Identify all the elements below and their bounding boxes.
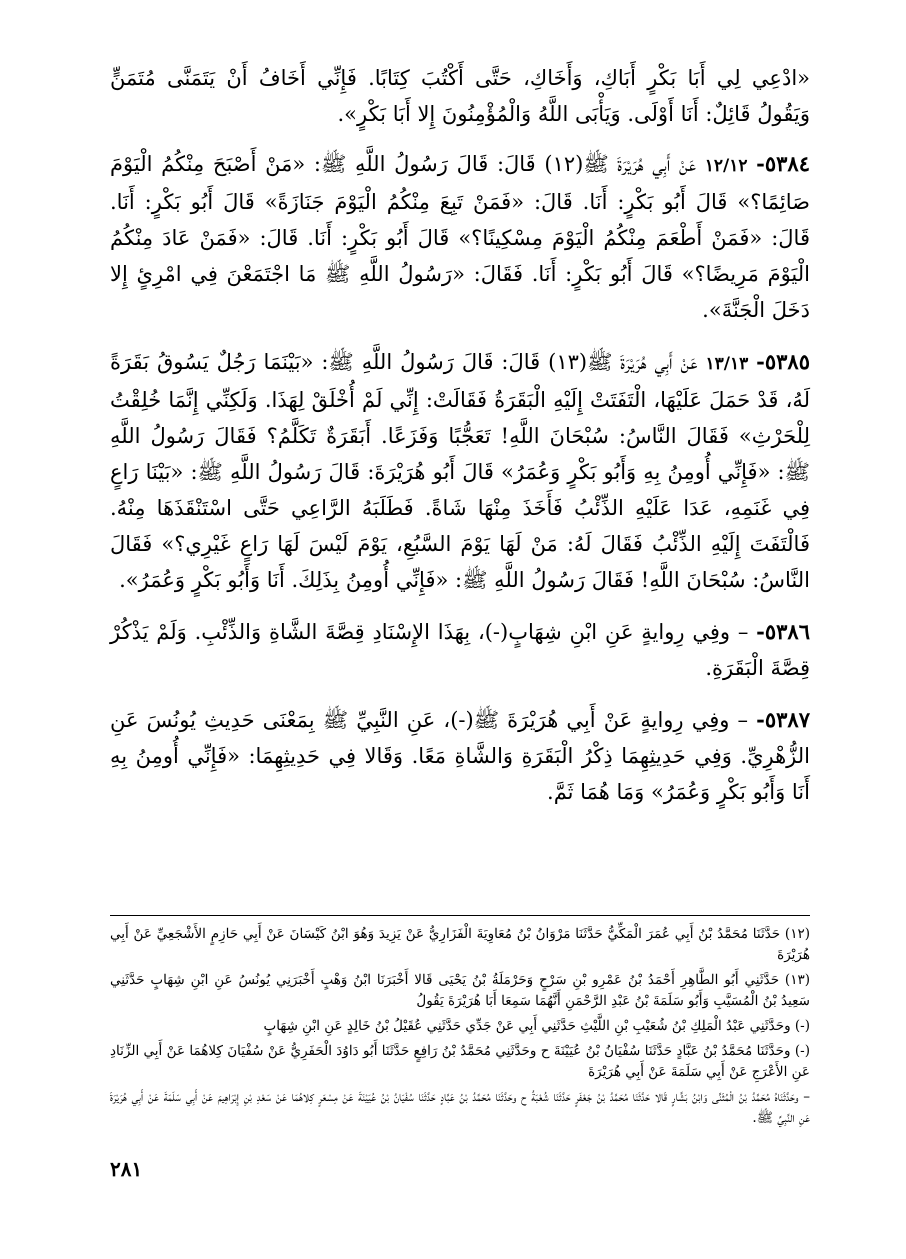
paragraph-text: عَنْ أَبِي هُرَيْرَةَ ﷺ(١٢) قَالَ: قَالَ رَسُولُ اللَّهِ ﷺ: «مَنْ أَصْبَحَ مِنْكُمُ الْيَوْمَ صَائِمًا؟» قَالَ أَبُو بَكْرٍ: أَنَا. قَالَ: «فَمَنْ تَبِعَ مِنْكُمُ الْيَوْمَ جَنَازَةً» قَالَ أَبُو بَكْرٍ: أَنَا. قَالَ: «فَمَنْ أَطْعَمَ مِنْكُمُ الْيَوْمَ مِسْكِينًا؟» قَالَ أَبُو بَكْرٍ: أَنَا. قَالَ: «فَمَنْ عَادَ مِنْكُمُ الْيَوْمَ مَرِيضًا؟» قَالَ أَبُو بَكْرٍ: أَنَا. فَقَالَ: «رَسُولُ اللَّهِ ﷺ مَا اجْتَمَعْنَ فِي امْرِئٍ إِلا دَخَلَ الْجَنَّةَ». [110,152,810,322]
paragraph-text: عَنْ أَبِي هُرَيْرَةَ ﷺ(١٣) قَالَ: قَالَ رَسُولُ اللَّهِ ﷺ: «بَيْنَمَا رَجُلٌ يَسُوقُ بَقَرَةً لَهُ، قَدْ حَمَلَ عَلَيْهَا، الْتَفَتَتْ إِلَيْهِ الْبَقَرَةُ فَقَالَتْ: إِنِّي لَمْ أُخْلَقْ لِهَذَا. وَلَكِنِّي إِنَّمَا خُلِقْتُ لِلْحَرْثِ» فَقَالَ النَّاسُ: سُبْحَانَ اللَّهِ! تَعَجُّبًا وَفَزَعًا. أَبَقَرَةٌ تَكَلَّمُ؟ فَقَالَ رَسُولُ اللَّهِ ﷺ: «فَإِنِّي أُومِنُ بِهِ وَأَبُو بَكْرٍ وَعُمَرُ» قَالَ أَبُو هُرَيْرَةَ: قَالَ رَسُولُ اللَّهِ ﷺ: «بَيْنَا رَاعٍ فِي غَنَمِهِ، عَدَا عَلَيْهِ الذِّئْبُ فَأَخَذَ مِنْهَا شَاةً. فَطَلَبَهُ الرَّاعِي حَتَّى اسْتَنْقَذَهَا مِنْهُ. فَالْتَفَتَ إِلَيْهِ الذِّئْبُ فَقَالَ لَهُ: مَنْ لَهَا يَوْمَ السَّبُعِ، يَوْمَ لَيْسَ لَهَا رَاعٍ غَيْرِي؟» فَقَالَ النَّاسُ: سُبْحَانَ اللَّهِ! فَقَالَ رَسُولُ اللَّهِ ﷺ: «فَإِنِّي أُومِنُ بِذَلِكَ. أَنَا وَأَبُو بَكْرٍ وَعُمَرُ». [110,350,810,592]
paragraph-text: – وفِي رِوايةٍ عَنْ أَبِي هُرَيْرَةَ ﷺ(-)، عَنِ النَّبِيِّ ﷺ بِمَعْنَى حَدِيثِ يُونُسَ عَنِ الزُّهْرِيِّ. وَفِي حَدِيثِهِمَا ذِكْرُ الْبَقَرَةِ وَالشَّاةِ مَعًا. وَقَالا فِي حَدِيثِهِمَا: «فَإِنِّي أُومِنُ بِهِ أَنَا وَأَبُو بَكْرٍ وَعُمَرُ» وَمَا هُمَا ثَمَّ. [110,708,810,804]
footnote-divider [110,915,810,916]
hadith-5385 [110,344,810,598]
paragraph-text: «ادْعِي لِي أَبَا بَكْرٍ أَبَاكِ، وَأَخَاكِ، حَتَّى أَكْتُبَ كِتَابًا. فَإِنِّي أَخَافُ أَنْ يَتَمَنَّى مُتَمَنٍّ وَيَقُولُ قَائِلٌ: أَنَا أَوْلَى. وَيَأْبَى اللَّهُ وَالْمُؤْمِنُونَ إِلا أَبَا بَكْرٍ». [110,66,810,126]
footnote-12: (١٢) حَدَّثَنَا مُحَمَّدُ بْنُ أَبِي عُمَرَ الْمَكِّيُّ حَدَّثَنَا مَرْوَانُ بْنُ مُعَاوِيَةَ الْفَزَارِيُّ عَنْ يَزِيدَ وَهُوَ ابْنُ كَيْسَانَ عَنْ أَبِي حَازِمٍ الأَشْجَعِيِّ عَنْ أَبِي هُرَيْرَةَ [110,926,810,963]
page-number: ٢٨١ [110,1157,143,1181]
hadith-text [110,60,810,810]
footnote-5387a: (-) وحَدَّثَنَا مُحَمَّدُ بْنُ عَبَّادٍ حَدَّثَنَا سُفْيَانُ بْنُ عُيَيْنَةَ ح وحَدَّثَنِي مُحَمَّدُ بْنُ رَافِعٍ حَدَّثَنَا أَبُو دَاوُدَ الْحَفَرِيُّ عَنْ سُفْيَانَ كِلاهُمَا عَنْ أَبِي الزِّنَادِ عَنِ الأَعْرَجِ عَنْ أَبِي سَلَمَةَ عَنْ أَبِي هُرَيْرَةَ [110,1043,810,1080]
hadith-5387 [110,702,810,810]
hadith-5384 [110,146,810,328]
hadith-number: ٥٣٨٥- [756,349,810,374]
page-body [110,60,810,826]
hadith-fraction: ١٣/١٣ [705,354,749,374]
footnotes [110,924,810,1133]
hadith-number: ٥٣٨٤- [756,151,810,176]
footnote-5386: (-) وحَدَّثَنِي عَبْدُ الْمَلِكِ بْنُ شُعَيْبِ بْنِ اللَّيْثِ حَدَّثَنِي أَبِي عَنْ جَدِّي حَدَّثَنِي عُقَيْلُ بْنُ خَالِدٍ عَنِ ابْنِ شِهَابٍ [263,1018,810,1034]
continued-paragraph [110,60,810,132]
hadith-fraction: ١٢/١٢ [704,156,748,176]
paragraph-text: – وفِي رِوايةٍ عَنِ ابْنِ شِهَابٍ(-)، بِهَذَا الإِسْنَادِ قِصَّةَ الشَّاةِ وَالذِّئْبِ. وَلَمْ يَذْكُرْ قِصَّةَ الْبَقَرَةِ. [110,620,810,680]
hadith-number: ٥٣٨٦- [756,619,810,644]
footnote-5387b: – وحَدَّثَنَاهُ مُحَمَّدُ بْنُ الْمُثَنَّى وَابْنُ بَشَّارٍ قَالا حَدَّثَنَا مُحَمَّدُ بْنُ جَعْفَرٍ حَدَّثَنَا شُعْبَةُ ح وحَدَّثَنَا مُحَمَّدُ بْنُ عَبَّادٍ حَدَّثَنَا سُفْيَانُ بْنُ عُيَيْنَةَ عَنْ مِسْعَرٍ كِلاهُمَا عَنْ سَعْدِ بْنِ إِبْرَاهِيمَ عَنْ أَبِي سَلَمَةَ عَنْ أَبِي هُرَيْرَةَ عَنِ النَّبِيِّ ﷺ. [110,1089,810,1126]
hadith-5386 [110,614,810,686]
footnote-13: (١٣) حَدَّثَنِي أَبُو الطَّاهِرِ أَحْمَدُ بْنُ عَمْرِو بْنِ سَرْحٍ وَحَرْمَلَةُ بْنُ يَحْيَى قَالا أَخْبَرَنَا ابْنُ وَهْبٍ أَخْبَرَنِي يُونُسُ عَنِ ابْنِ شِهَابٍ حَدَّثَنِي سَعِيدُ بْنُ الْمُسَيَّبِ وَأَبُو سَلَمَةَ بْنُ عَبْدِ الرَّحْمَنِ أَنَّهُمَا سَمِعَا أَبَا هُرَيْرَةَ يَقُولُ [110,972,810,1009]
hadith-number: ٥٣٨٧- [756,707,810,732]
